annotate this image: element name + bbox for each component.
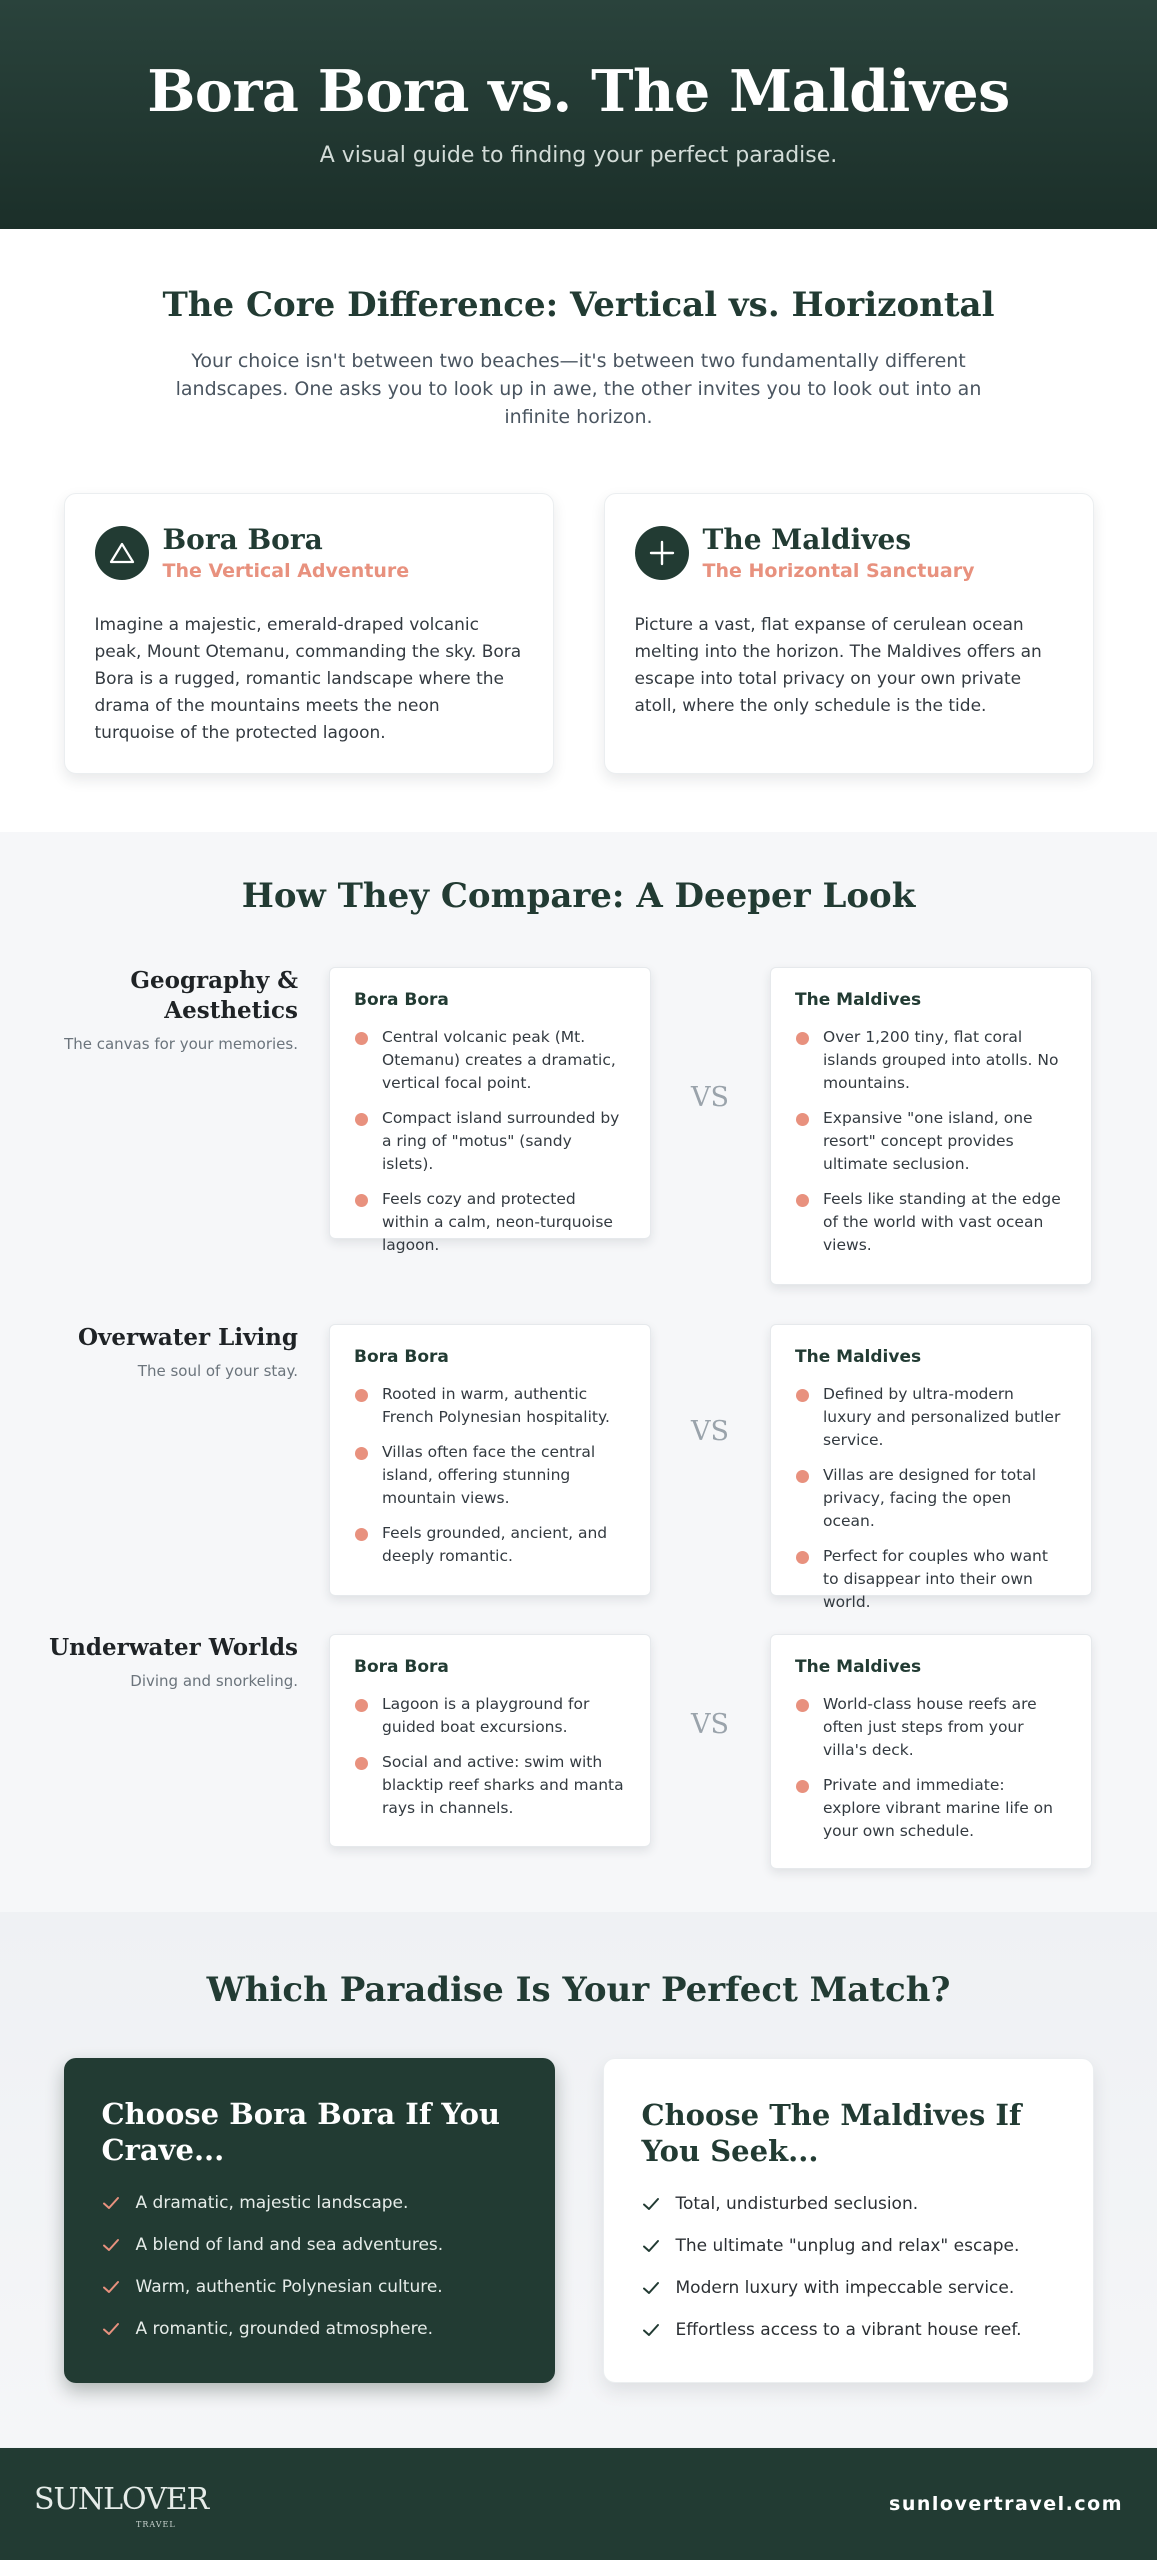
compare-list xyxy=(354,1383,626,1568)
footer xyxy=(0,2448,1157,2560)
page-title: Bora Bora vs. The Maldives xyxy=(147,58,1010,125)
row-subtitle: Diving and snorkeling. xyxy=(130,1672,298,1690)
compare-card-heading: Bora Bora xyxy=(354,1657,449,1677)
compare-card-heading: Bora Bora xyxy=(354,990,449,1010)
check-icon xyxy=(102,2236,120,2254)
list-item: Compact island surrounded by a ring of "motus" (sandy islets). xyxy=(354,1107,626,1176)
sunlover-logo[interactable] xyxy=(34,2474,209,2534)
compare-list xyxy=(795,1026,1067,1257)
match-section xyxy=(0,1912,1157,2447)
list-item-text: A blend of land and sea adventures. xyxy=(135,2235,444,2255)
core-card-titles xyxy=(703,524,975,582)
core-cards xyxy=(64,493,1094,774)
list-item: Private and immediate: explore vibrant marine life on your own schedule. xyxy=(795,1774,1067,1843)
row-title: Geography & Aesthetics xyxy=(130,967,298,1024)
list-item: World-class house reefs are often just steps from your villa's deck. xyxy=(795,1693,1067,1762)
triangle-icon xyxy=(95,526,149,580)
list-item: Feels cozy and protected within a calm, neon-turquoise lagoon. xyxy=(354,1188,626,1257)
logo-wordmark: SUNLOVER xyxy=(34,2482,209,2517)
list-item xyxy=(642,2275,1055,2301)
core-difference-section xyxy=(0,229,1157,832)
core-card-description: Picture a vast, flat expanse of cerulean ocean melting into the horizon. The Maldives offers an escape into total privacy on your own private atoll, where the only schedule is the tide. xyxy=(634,615,1042,716)
compare-list xyxy=(354,1693,626,1820)
vs-label: VS xyxy=(691,1416,729,1447)
core-intro: Your choice isn't between two beaches—it's between two fundamentally different landscapes. One asks you to look up in awe, the other invites you to look out into an infinite horizon. xyxy=(175,350,982,428)
check-icon xyxy=(642,2279,660,2297)
list-item xyxy=(642,2233,1055,2259)
match-title: Which Paradise Is Your Perfect Match? xyxy=(206,1970,951,2010)
check-icon xyxy=(102,2194,120,2212)
core-card-maldives xyxy=(604,493,1094,774)
match-card-heading: Choose The Maldives If You Seek... xyxy=(641,2098,1022,2168)
list-item-text: A dramatic, majestic landscape. xyxy=(135,2193,409,2213)
core-card-head xyxy=(95,524,523,582)
check-icon xyxy=(102,2320,120,2338)
row-subtitle: The canvas for your memories. xyxy=(64,1035,298,1053)
row-label xyxy=(40,1633,298,1693)
list-item: Villas often face the central island, offering stunning mountain views. xyxy=(354,1441,626,1510)
list-item-text: Effortless access to a vibrant house reef. xyxy=(675,2320,1022,2340)
check-icon xyxy=(642,2321,660,2339)
list-item: Over 1,200 tiny, flat coral islands grouped into atolls. No mountains. xyxy=(795,1026,1067,1095)
list-item: Perfect for couples who want to disappear into their own world. xyxy=(795,1545,1067,1614)
check-icon xyxy=(642,2195,660,2213)
list-item: Social and active: swim with blacktip reef sharks and manta rays in channels. xyxy=(354,1751,626,1820)
list-item: Central volcanic peak (Mt. Otemanu) creates a dramatic, vertical focal point. xyxy=(354,1026,626,1095)
list-item-text: The ultimate "unplug and relax" escape. xyxy=(675,2236,1020,2256)
compare-card-maldives xyxy=(770,967,1092,1285)
list-item xyxy=(102,2190,517,2216)
core-title: The Core Difference: Vertical vs. Horizontal xyxy=(162,285,995,325)
row-label xyxy=(40,1323,298,1383)
core-card-tagline: The Horizontal Sanctuary xyxy=(702,560,975,582)
compare-list xyxy=(795,1383,1067,1614)
logo-subtext: TRAVEL xyxy=(136,2520,176,2529)
check-icon xyxy=(102,2278,120,2296)
compare-card-heading: Bora Bora xyxy=(354,1347,449,1367)
list-item: Expansive "one island, one resort" concept provides ultimate seclusion. xyxy=(795,1107,1067,1176)
match-list xyxy=(102,2190,517,2342)
list-item: Defined by ultra-modern luxury and personalized butler service. xyxy=(795,1383,1067,1452)
list-item xyxy=(642,2317,1055,2343)
match-card-maldives xyxy=(603,2058,1094,2383)
list-item-text: Modern luxury with impeccable service. xyxy=(675,2278,1015,2298)
list-item-text: Warm, authentic Polynesian culture. xyxy=(135,2277,443,2297)
list-item xyxy=(102,2274,517,2300)
core-card-head xyxy=(635,524,1063,582)
compare-card-bora-bora xyxy=(329,967,651,1254)
list-item xyxy=(642,2191,1055,2217)
core-card-titles xyxy=(163,524,410,582)
compare-card-bora-bora xyxy=(329,1324,651,1596)
plus-icon xyxy=(635,526,689,580)
list-item: Feels grounded, ancient, and deeply romantic. xyxy=(354,1522,626,1568)
compare-card-heading: The Maldives xyxy=(795,1347,922,1367)
core-card-name: Bora Bora xyxy=(162,523,323,556)
compare-card-bora-bora xyxy=(329,1634,651,1847)
match-card-heading: Choose Bora Bora If You Crave... xyxy=(101,2097,501,2167)
list-item xyxy=(102,2316,517,2342)
compare-list xyxy=(795,1693,1067,1843)
list-item-text: Total, undisturbed seclusion. xyxy=(675,2194,919,2214)
list-item: Villas are designed for total privacy, facing the open ocean. xyxy=(795,1464,1067,1533)
core-card-name: The Maldives xyxy=(702,523,912,556)
vs-label: VS xyxy=(691,1082,729,1113)
row-subtitle: The soul of your stay. xyxy=(137,1362,298,1380)
vs-label: VS xyxy=(691,1709,729,1740)
row-title: Underwater Worlds xyxy=(49,1634,298,1661)
match-list xyxy=(642,2191,1055,2343)
check-icon xyxy=(642,2237,660,2255)
compare-list xyxy=(354,1026,626,1257)
core-card-bora-bora xyxy=(64,493,554,774)
list-item-text: A romantic, grounded atmosphere. xyxy=(135,2319,434,2339)
row-label xyxy=(40,966,298,1056)
core-card-tagline: The Vertical Adventure xyxy=(162,560,410,582)
match-cards xyxy=(64,2058,1094,2383)
page-subtitle: A visual guide to finding your perfect paradise. xyxy=(319,143,838,168)
core-card-description: Imagine a majestic, emerald-draped volcanic peak, Mount Otemanu, commanding the sky. Bora Bora is a rugged, romantic landscape where the drama of the mountains meets the neon turquoise of the protected lagoon. xyxy=(94,615,522,743)
compare-section xyxy=(0,832,1157,1912)
compare-card-maldives xyxy=(770,1324,1092,1611)
row-title: Overwater Living xyxy=(77,1324,298,1351)
list-item: Rooted in warm, authentic French Polynesian hospitality. xyxy=(354,1383,626,1429)
hero-header xyxy=(0,0,1157,229)
compare-title: How They Compare: A Deeper Look xyxy=(241,876,916,916)
compare-card-maldives xyxy=(770,1634,1092,1869)
list-item xyxy=(102,2232,517,2258)
compare-card-heading: The Maldives xyxy=(795,1657,922,1677)
list-item: Lagoon is a playground for guided boat excursions. xyxy=(354,1693,626,1739)
match-card-bora-bora xyxy=(64,2058,555,2383)
list-item: Feels like standing at the edge of the world with vast ocean views. xyxy=(795,1188,1067,1257)
compare-card-heading: The Maldives xyxy=(795,990,922,1010)
website-link[interactable]: sunlovertravel.com xyxy=(889,2493,1123,2515)
